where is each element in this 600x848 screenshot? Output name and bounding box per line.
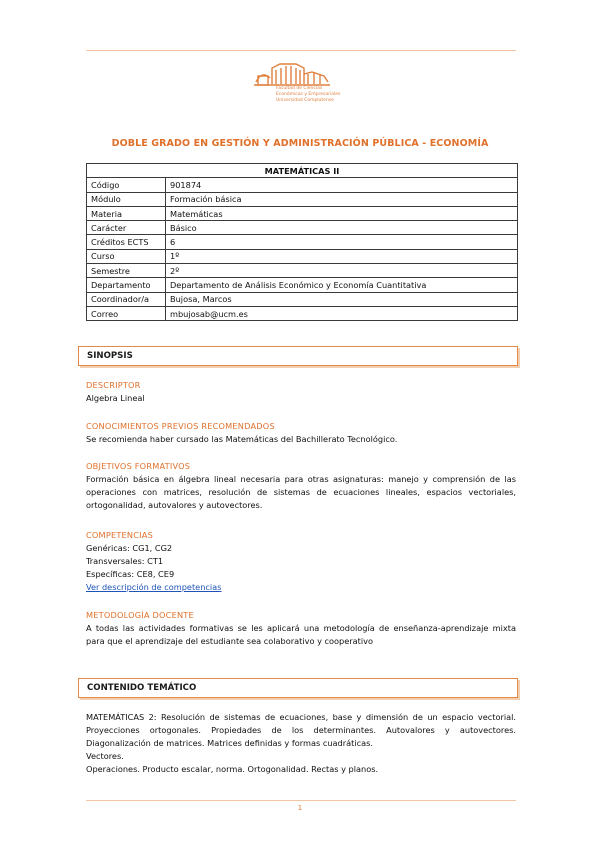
table-row <box>87 206 518 220</box>
competencies-block <box>86 529 516 594</box>
table-row <box>87 249 518 263</box>
descriptor-block <box>86 379 516 405</box>
prior-knowledge-block <box>86 420 516 446</box>
row-value: 2º <box>166 264 518 278</box>
descriptor-label: DESCRIPTOR <box>86 380 141 390</box>
prior-knowledge-label: CONOCIMIENTOS PREVIOS RECOMENDADOS <box>86 421 275 431</box>
page-number: 1 <box>297 804 303 812</box>
competencies-description-link[interactable]: Ver descripción de competencias <box>86 582 222 592</box>
row-value: 6 <box>166 235 518 249</box>
generic-competencies: Genéricas: CG1, CG2 <box>86 543 173 553</box>
document-title: DOBLE GRADO EN GESTIÓN Y ADMINISTRACIÓN PÚBLICA - ECONOMÍA <box>111 138 489 149</box>
section-heading-sinopsis: SINOPSIS <box>78 346 518 366</box>
logo-caption-line: Facultad de Ciencias <box>276 86 323 91</box>
row-value: Matemáticas <box>166 206 518 220</box>
row-key: Coordinador/a <box>87 292 166 306</box>
row-key: Materia <box>87 206 166 220</box>
objectives-label: OBJETIVOS FORMATIVOS <box>86 461 191 471</box>
methodology-label: METODOLOGÍA DOCENTE <box>86 610 194 620</box>
row-value: Formación básica <box>166 192 518 206</box>
table-row <box>87 178 518 192</box>
objectives-text: Formación básica en álgebra lineal necesaria para otras asignaturas: manejo y comprensión de las operaciones con matrices, resolución de sistemas de ecuaciones lineales, espacios vectoriales, ortogonalidad, autovalores y autovectores. <box>86 474 516 510</box>
row-value: 1º <box>166 249 518 263</box>
row-key: Correo <box>87 306 166 320</box>
specific-competencies: Específicas: CE8, CE9 <box>86 569 175 579</box>
content-block <box>86 711 516 776</box>
transversal-competencies: Transversales: CT1 <box>86 556 164 566</box>
table-heading: MATEMÁTICAS II <box>87 164 518 178</box>
table-row <box>87 292 518 306</box>
methodology-block <box>86 609 516 648</box>
table-row <box>87 221 518 235</box>
course-info-table <box>86 163 518 321</box>
row-key: Departamento <box>87 278 166 292</box>
row-value: Bujosa, Marcos <box>166 292 518 306</box>
methodology-text: A todas las actividades formativas se les aplicará una metodología de enseñanza-aprendizaje mixta para que el aprendizaje del estudiante sea colaborativo y cooperativo <box>86 623 516 646</box>
header-rule <box>86 50 516 51</box>
row-key: Código <box>87 178 166 192</box>
footer-rule <box>86 800 516 801</box>
row-key: Créditos ECTS <box>87 235 166 249</box>
row-value: Básico <box>166 221 518 235</box>
table-row <box>87 192 518 206</box>
row-key: Módulo <box>87 192 166 206</box>
objectives-block <box>86 460 516 512</box>
content-paragraph: MATEMÁTICAS 2: Resolución de sistemas de ecuaciones, base y dimensión de un espacio vectorial. Proyecciones ortogonales. Propiedades de los determinantes. Autovalores y autovectores. Diagonalización de matrices. Matrices definidas y formas cuadráticas. <box>86 712 516 748</box>
row-value: mbujosab@ucm.es <box>166 306 518 320</box>
competencies-label: COMPETENCIAS <box>86 530 153 540</box>
row-key: Curso <box>87 249 166 263</box>
logo-caption-line: Económicas y Empresariales <box>276 92 341 97</box>
row-key: Carácter <box>87 221 166 235</box>
logo-caption <box>276 86 340 104</box>
table-header-row <box>87 164 518 178</box>
row-value: Departamento de Análisis Económico y Economía Cuantitativa <box>166 278 518 292</box>
descriptor-text: Algebra Lineal <box>86 393 145 403</box>
table-row <box>87 306 518 320</box>
content-line-vectores: Vectores. <box>86 751 124 761</box>
table-row <box>87 235 518 249</box>
content-line-operaciones: Operaciones. Producto escalar, norma. Ortogonalidad. Rectas y planos. <box>86 764 379 774</box>
table-row <box>87 264 518 278</box>
section-heading-contenido: CONTENIDO TEMÁTICO <box>78 678 518 698</box>
row-key: Semestre <box>87 264 166 278</box>
logo-caption-line: Universidad Complutense <box>276 98 334 103</box>
table-row <box>87 278 518 292</box>
row-value: 901874 <box>166 178 518 192</box>
prior-knowledge-text: Se recomienda haber cursado las Matemáticas del Bachillerato Tecnológico. <box>86 434 398 444</box>
